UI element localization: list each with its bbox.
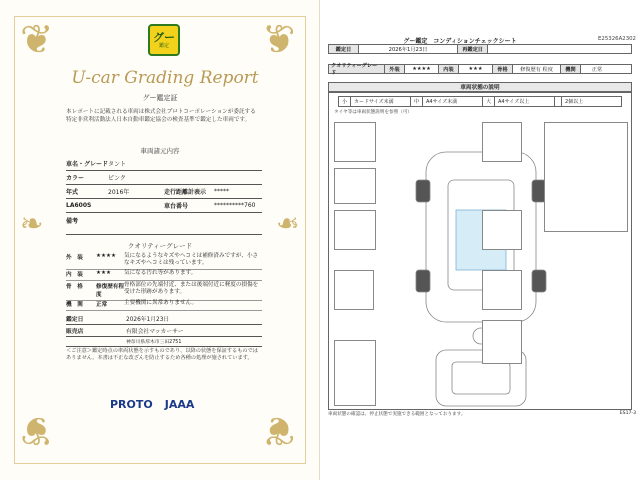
year-value: 2016年 <box>108 189 130 196</box>
legend-small-code: 小 <box>339 97 351 106</box>
car-underbody <box>452 362 510 394</box>
grade-stars: ★★★ <box>96 270 112 276</box>
legend-large-code: 大 <box>483 97 495 106</box>
engine-header: 機関 <box>561 65 581 73</box>
partner-logos <box>110 398 220 411</box>
remarks-row <box>66 213 262 235</box>
hint-text: タイヤ等は車両状態説明を参照（可） <box>334 110 413 115</box>
vehicle-name-label: 車名・グレード <box>66 161 109 168</box>
note-front-right <box>482 122 522 162</box>
dealer-label: 販売店 <box>66 329 84 335</box>
legend-large-desc: A4サイズ以上 <box>495 97 555 106</box>
color-row <box>66 171 262 185</box>
legend-multi-desc: 2個以上 <box>565 99 584 105</box>
legend-multi-code <box>555 97 562 106</box>
grade-stars: 正常 <box>96 302 108 308</box>
quality-header: クオリティーグレード <box>329 65 385 73</box>
goo-kantei-logo <box>148 24 180 56</box>
grade-stars: 修復歴有程度 <box>96 284 124 298</box>
inspection-date-row <box>66 313 262 325</box>
grade-stars: ★★★★ <box>96 253 117 259</box>
address-row <box>66 337 262 347</box>
top-left-flourish-icon: ❦ <box>20 17 54 63</box>
dealer-row <box>66 325 262 337</box>
note-left-door <box>334 168 376 204</box>
grade-description: 気になる汚れ等があります。 <box>124 270 197 276</box>
inspection-date-value: 2026年1月23日 <box>126 317 170 323</box>
note-lower-left <box>334 340 376 406</box>
tire-rear-left <box>416 270 430 292</box>
grade-label: 骨 格 <box>66 284 83 290</box>
bottom-right-flourish-icon: ❦ <box>262 407 296 453</box>
note-right-rear <box>482 210 522 250</box>
grade-label: 内 装 <box>66 272 83 278</box>
date-header: 鑑定日 <box>329 45 359 53</box>
intro-paragraph: 本レポートに記載される車両は株式会社プロトコーポレーションが委託する特定非営利活動法人日本自動車鑑定協会の検査基準で鑑定した車両です。 <box>66 109 256 123</box>
vehicle-name-value: タント <box>108 161 127 168</box>
tire-front-left <box>416 180 430 202</box>
notes-paragraph: ＜ご注意＞鑑定時点の車両状態を示すものであり、以降の状態を保証するものではありません。本書は不正な改ざんを防止するため各種の処理が施されています。 <box>66 348 258 361</box>
left-flourish-icon: ❧ <box>20 207 44 240</box>
interior-header: 内装 <box>439 65 459 73</box>
note-rear-left <box>334 270 374 310</box>
logo-subtext: 鑑定 <box>158 42 169 49</box>
status-panel-header: 車両状態の説明 <box>328 82 632 92</box>
year-label: 年式 <box>66 189 79 196</box>
inspection-date-label: 鑑定日 <box>66 317 84 323</box>
sheet-footer-code: ES17-3 <box>619 411 636 416</box>
vehicle-section-title: 車両諸元内容 <box>140 147 180 155</box>
legend-mid-desc: A4サイズ未満 <box>423 97 483 106</box>
model-value: LA600S <box>66 202 92 209</box>
mileage-value: ***** <box>214 188 229 195</box>
note-front-left <box>334 122 376 162</box>
vehicle-name-row <box>66 157 262 171</box>
color-value: ピンク <box>108 175 126 182</box>
certificate-label: グー鑑定証 <box>142 94 178 102</box>
interior-value: ★★★ <box>459 65 493 73</box>
logo-text: グー <box>153 30 175 44</box>
color-label: カラー <box>66 175 85 182</box>
exterior-value: ★★★★ <box>405 65 439 73</box>
sheet-footer-note: 車両状態の確認は、停止状態で実施できる範囲となっております。 <box>328 412 466 417</box>
right-flourish-icon: ❧ <box>276 207 300 240</box>
grade-label: 機 関 <box>66 302 83 308</box>
note-left-rear <box>334 210 376 250</box>
proto-logo: PROTO <box>110 398 153 411</box>
grade-description: 気になるようなキズやヘコミは補修済みですが、小さなキズやヘコミは残っています。 <box>124 253 259 266</box>
dealer-value: 有限会社マッカーサー <box>126 329 184 335</box>
grade-description: 骨格部位の先端付近、または後端付近に軽度の損傷を受けた形跡があります。 <box>124 282 259 295</box>
quality-table <box>328 64 632 74</box>
vin-label: 車台番号 <box>164 203 189 210</box>
date-table <box>328 44 632 54</box>
sheet-title: グー鑑定 コンディションチェックシート <box>403 38 517 45</box>
re-date-header: 再鑑定日 <box>458 45 488 53</box>
dealer-address: 神奈川県厚木市三田2751 <box>126 340 182 345</box>
report-title: U-car Grading Report <box>71 68 259 88</box>
jaaa-logo: JAAA <box>164 398 195 411</box>
bottom-left-flourish-icon: ❦ <box>20 407 54 453</box>
exterior-header: 外装 <box>385 65 405 73</box>
tire-rear-right <box>532 270 546 292</box>
grade-label: 外 装 <box>66 255 83 261</box>
engine-value: 正常 <box>591 66 603 73</box>
damage-size-legend <box>338 96 622 107</box>
re-date-value <box>488 45 631 53</box>
grade-description: 主要機関に異常ありません。 <box>124 300 198 306</box>
legend-small-desc: カードサイズ未満 <box>351 97 411 106</box>
frame-value: 修復歴有 程度 <box>513 65 561 73</box>
year-row <box>66 185 262 199</box>
mileage-label: 走行距離計表示 <box>164 189 207 196</box>
quality-section-title: クオリティーグレード <box>127 242 193 250</box>
grade-row-engine <box>66 298 262 311</box>
equipment-notes-box <box>544 122 628 232</box>
condition-check-sheet <box>320 0 640 480</box>
sheet-code: E25326A2302 <box>598 36 636 42</box>
legend-mid-code: 中 <box>411 97 423 106</box>
date-value: 2026年1月23日 <box>359 45 458 53</box>
note-lower-right <box>482 320 522 364</box>
note-rear-right <box>482 270 522 310</box>
vin-value: **********760 <box>214 202 256 209</box>
top-right-flourish-icon: ❦ <box>262 17 296 63</box>
model-row <box>66 199 262 213</box>
remarks-label: 備考 <box>66 218 79 225</box>
frame-header: 骨格 <box>493 65 513 73</box>
